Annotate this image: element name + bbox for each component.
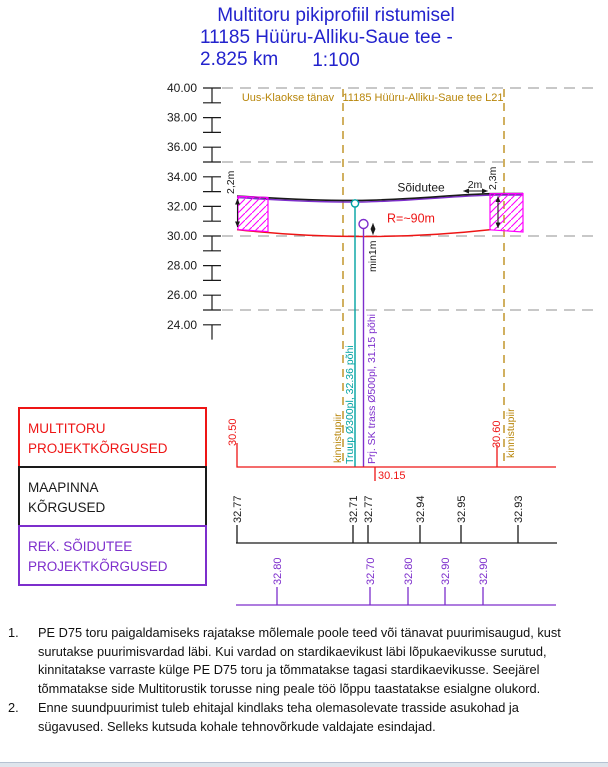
axis-label: 28.00 (166, 258, 197, 273)
radius-label: R=~90m (387, 211, 435, 226)
ground-elevation-value: 32.77 (363, 495, 375, 523)
legend-label: MULTITORU (28, 421, 106, 436)
axis-label: 24.00 (166, 317, 197, 332)
street-name-label: Uus-Klaokse tänav (241, 92, 335, 104)
boring-pit-left (238, 196, 268, 231)
roadway-elevation-value: 32.70 (365, 557, 377, 585)
legend-label: KÕRGUSED (28, 499, 106, 515)
min-cover-label: min1m (367, 240, 379, 272)
axis-label: 34.00 (166, 169, 197, 184)
note-item (8, 624, 568, 698)
boring-pit-right (490, 194, 523, 233)
roadway-elevation-line (236, 587, 556, 605)
axis-label: 40.00 (166, 81, 197, 95)
roadway-elevation-value: 32.90 (440, 557, 452, 585)
drawing-subtitle: 11185 Hüüru-Alliku-Saue tee - 2.825 km (200, 27, 453, 70)
ground-elevation-value: 32.93 (513, 495, 525, 523)
ground-elevation-line (236, 525, 557, 543)
ground-elevation-value: 32.71 (348, 495, 360, 523)
elevation-axis-labels (167, 81, 197, 332)
axis-label: 38.00 (166, 110, 197, 125)
bottom-divider (0, 762, 608, 767)
note-number: 2. (8, 700, 19, 716)
multitoru-elevation-left: 30.50 (227, 418, 239, 446)
multitoru-elevation-crossing: 30.15 (378, 470, 406, 482)
axis-label: 30.00 (166, 229, 197, 243)
property-line-label-right: kinnistupiir (505, 408, 517, 458)
roadway-elevation-value: 32.90 (478, 557, 490, 585)
drawing-title: Multitoru pikiprofiil ristumisel (217, 5, 455, 26)
elevation-row-legend (18, 407, 207, 586)
legend-multitoru (18, 407, 207, 468)
road-surface-label: Sõidutee (397, 180, 445, 195)
culvert-pipe-circle (351, 200, 358, 207)
note-text: Enne suundpuurimist tuleb ehitajal kindlaks teha olemasolevate trasside asukohad ja sügavused. Selleks kutsuda kohale tehnovõrkude valdajate esindajad. (38, 700, 519, 734)
multitoru-elevation-right: 30.60 (491, 420, 503, 448)
legend-maapinna (18, 466, 207, 527)
ground-elevation-value: 32.94 (415, 495, 427, 523)
ground-elevation-value: 32.77 (232, 495, 244, 523)
note-number: 1. (8, 625, 19, 640)
road-name-label: 11185 Hüüru-Alliku-Saue tee L21 (342, 92, 504, 104)
notes-section (8, 624, 568, 738)
axis-label: 26.00 (166, 288, 197, 303)
legend-soidutee (18, 525, 207, 586)
sk-pipe-circle (359, 220, 368, 229)
property-line-label-left: kinnistupiir (332, 413, 344, 463)
sk-pipe-label: Prj. SK trass Ø500pl, 31.15 põhi (366, 314, 378, 464)
legend-label: MAAPINNA (28, 480, 99, 495)
dim-right-label: 2,3m (487, 166, 499, 190)
note-item (8, 699, 568, 736)
legend-label: PROJEKTKÕRGUSED (28, 558, 168, 574)
axis-label: 32.00 (166, 199, 197, 214)
dim-width-label: 2m (467, 179, 483, 191)
roadway-elevation-value: 32.80 (272, 557, 284, 585)
ground-elevation-value: 32.95 (456, 495, 468, 523)
culvert-label: Truup Ø300pl, 32.36 põhi (344, 345, 356, 464)
dim-left-label: 2,2m (225, 170, 237, 194)
roadway-elevation-value: 32.80 (403, 557, 415, 585)
note-text: PE D75 toru paigaldamiseks rajatakse mõlemale poole teed või tänavat puurimisaugud, kust surutakse puurimisvardad läbi. Kui vardad on stardikaevikust läbi lõpukaevikusse surutud, kinnitatakse varraste külge PE D75 toru ja tõmmatakse tagasi stardikaevikusse. Seejärel tõmmatakse side Multitorustik torusse ning peale töö lõppu taastatakse esialgne olukord. (38, 625, 561, 696)
scale-label: 1:100 (312, 50, 360, 71)
legend-label: PROJEKTKÕRGUSED (28, 440, 168, 456)
elevation-axis (203, 88, 221, 340)
axis-label: 36.00 (166, 140, 197, 155)
legend-label: REK. SÕIDUTEE (28, 539, 133, 554)
